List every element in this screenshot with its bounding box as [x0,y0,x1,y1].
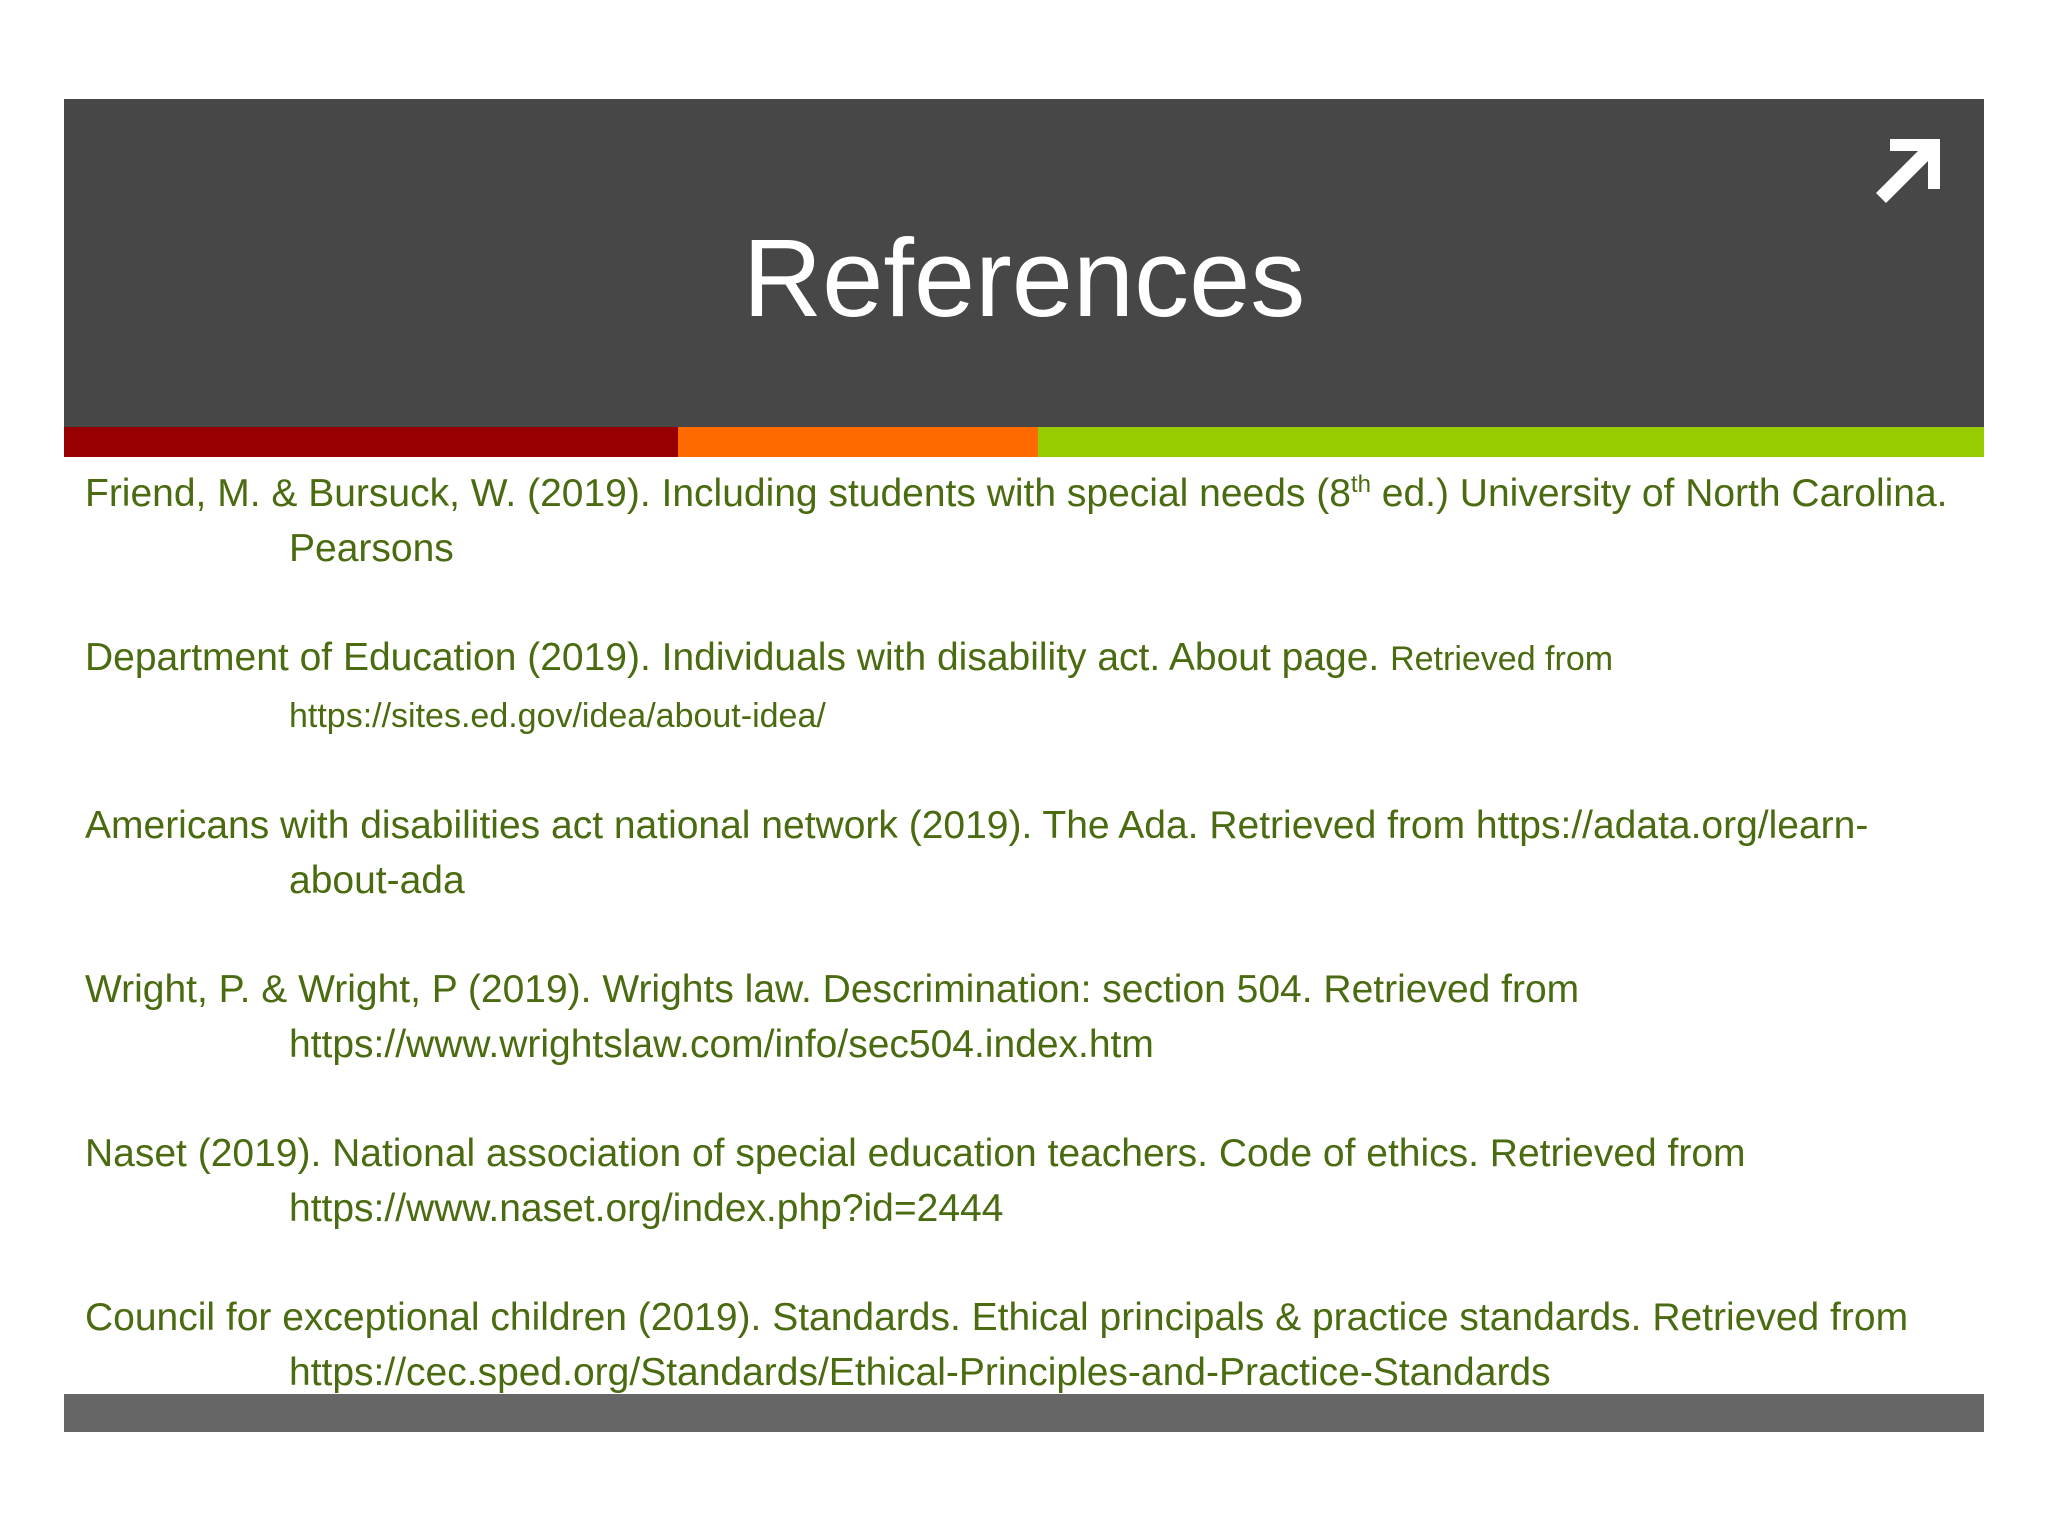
reference-text: Council for exceptional children (2019). Standards. Ethical principals & practice standards. Retrieved from https://cec.sped.org/Standards/Ethical-Principles-and-Practice-Standards [85,1296,1909,1394]
reference-text: Wright, P. & Wright, P (2019). Wrights law. Descrimination: section 504. Retrieved from https://www.wrightslaw.com/info/sec504.index.htm [85,968,1580,1066]
reference-item [85,962,1965,1072]
reference-text: Department of Education (2019). Individuals with disability act. About page. [85,636,1391,679]
slide-title: References [742,217,1306,340]
accent-bar-green [1038,427,1984,457]
reference-item [85,466,1965,576]
reference-item [85,798,1965,908]
arrow-up-right-icon [1868,131,1948,211]
reference-retrieved-text: Retrieved from https://sites.ed.gov/idea/about-idea/ [289,640,1614,735]
accent-bar-orange [678,427,1038,457]
accent-bar [64,427,1984,457]
bottom-bar [64,1394,1984,1432]
title-band [64,99,1984,427]
reference-item [85,1290,1965,1400]
reference-text: Americans with disabilities act national network (2019). The Ada. Retrieved from https://adata.org/learn-about-ada [85,804,1869,902]
reference-superscript: th [1350,471,1371,498]
accent-bar-red [64,427,678,457]
reference-list [85,466,1965,1454]
reference-text: Friend, M. & Bursuck, W. (2019). Including students with special needs (8 [85,472,1351,515]
reference-item [85,630,1965,744]
reference-item [85,1126,1965,1236]
reference-text: Naset (2019). National association of special education teachers. Code of ethics. Retrieved from https://www.naset.org/index.php?id=2444 [85,1132,1746,1230]
reference-text-continued: ed.) University of North Carolina. Pearsons [289,472,1948,570]
